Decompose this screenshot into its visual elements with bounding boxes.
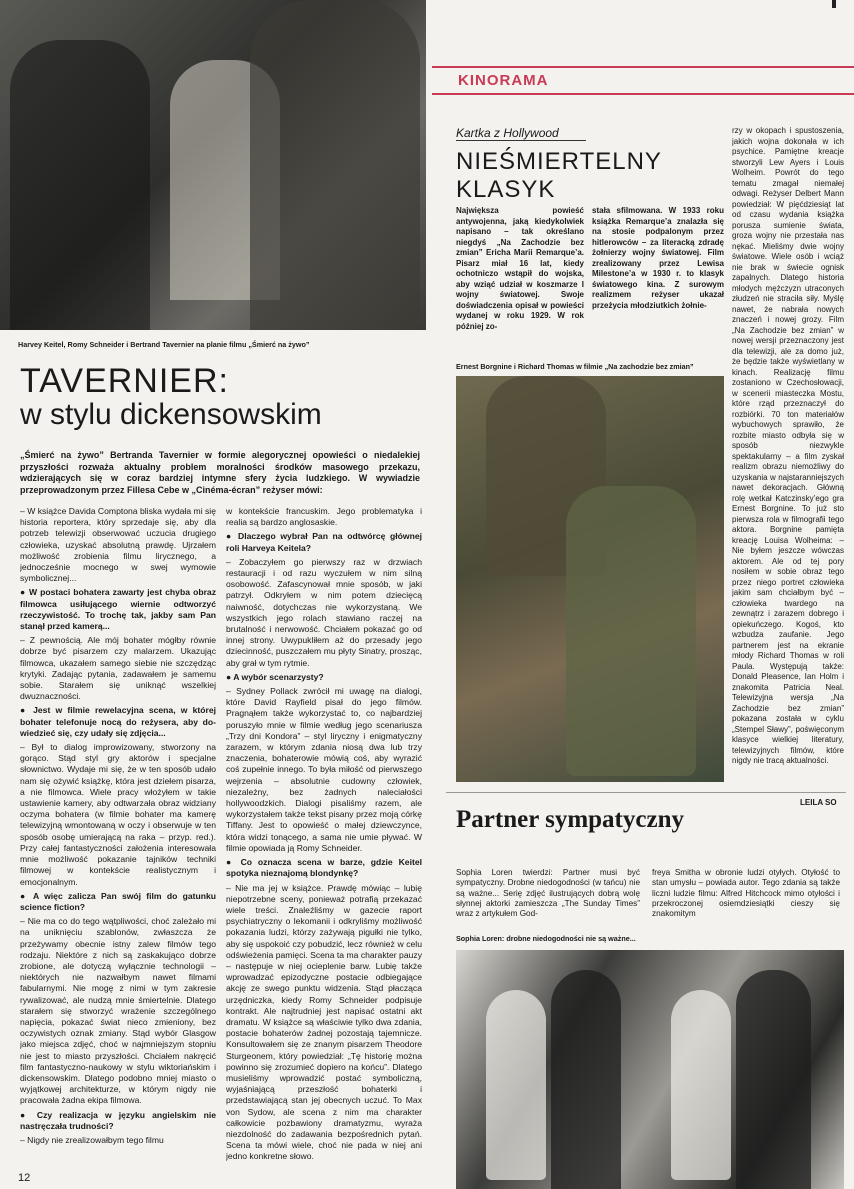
- sophia-loren-dance-photo: [456, 950, 844, 1189]
- borgnine-thomas-photo: [456, 376, 724, 782]
- article1-title-line1: TAVERNIER:: [20, 362, 229, 400]
- kinorama-title-line2: KLASYK: [456, 176, 556, 203]
- partner-column-1: Sophia Loren twierdzi: Partner musi być sympatyczny. Drobne niedogodności (w tańcu) nie są ważne... Serię zdjęć ilustrujących dobrą wolę słynnej aktorki zamieszcza „The Sunday Times” wraz z artykułem God-: [456, 868, 640, 919]
- figure-loren-left: [486, 990, 546, 1180]
- interview-answer: – Sydney Pollack zwrócił mi uwagę na dialogi, które David Rayfield pisał do jego filmów. Pragnąłem także wykorzystać to, co najbardziej poruszyło mnie w filmie według jego scenariusza „Trzy dni Kondora” – styl liryczny i enigmatyczny zarazem, w którym zdania niosą dwa lub trzy znaczenia, bohaterowie mówią coś, aby wyrazić coś zupełnie innego. To była miłość od pierwszego wejrzenia – absolutnie cudowny człowiek, niezależny, bez żadnych naleciałości hollywoodzkich. Dialogi pisaliśmy razem, ale wykorzystałem także tekst pisany przez moją córkę Tiffany. Jest to opowieść o małej dziewczynce, która widzi tonącego, a sama nie umie pływać. W filmie opowiada ją Romy Schneider.: [226, 686, 422, 853]
- kinorama-photo-caption: Ernest Borgnine i Richard Thomas w filmie „Na zachodzie bez zmian”: [456, 362, 694, 371]
- article1-column-1: [20, 506, 216, 1168]
- kinorama-kicker: Kartka z Hollywood: [456, 126, 586, 141]
- figure-keitel: [10, 40, 150, 330]
- figure-partner-right: [736, 970, 811, 1189]
- kinorama-column-2: stała sfilmowana. W 1933 roku książka Remarque’a znalazła się na stosie podpalonym przez hitlerowców – za literacką zdradę żołnierzy wojny światowej. Film zrealizowany przez Lewisa Milestone’a w 1930 r. to klasyk światowego kina. Z surowym realizmem reżyser ukazał przeżycia młodziutkich żołnie-: [592, 206, 724, 310]
- top-photo-caption: Harvey Keitel, Romy Schneider i Bertrand Tavernier na planie filmu „Śmierć na żywo”: [18, 340, 310, 349]
- figure-thomas: [566, 486, 696, 776]
- interview-question: ● A wybór scenarzysty?: [226, 671, 324, 682]
- interview-answer: – Zobaczyłem go pierwszy raz w drzwiach restauracji i od razu wyczułem w nim silną osobowość. Zafascynował mnie sposób, w jaki patrzył. Odkryłem w nim potem dziecięcą naiwność, dotychczas nie wykorzystaną. We wszystkich jego rolach stawiano raczej na brutalność i nerwowość. Chciałem pokazać go od innej strony. Uwypukliłem aż do przesady jego dziecinność, puszczałem mu płyty Sinatry, prosząc, aby grał w tym rytmie.: [226, 556, 422, 668]
- interview-question: ● Dlaczego wybrał Pan na odtwórcę głównej roli Harveya Keitela?: [226, 531, 422, 553]
- interview-answer: – W książce Davida Comptona bliska wydała mi się historia reportera, który sprzedaje się, aby dla potrzeb telewizji obserwować uczucia drugiego człowieka, uzyskać absolutną prawdę. Ujrzałem możliwość zrobienia filmu lirycznego, a jednocześnie mocnego w swej wymowie symbolicznej...: [20, 506, 216, 584]
- interview-question: ● A więc zalicza Pan swój film do gatunku science fiction?: [20, 890, 216, 912]
- figure-tavernier: [250, 0, 420, 330]
- kinorama-column-1: Największa powieść antywojenna, jaką kiedykolwiek napisano – tak określano niegdyś „Na Zachodzie bez zmian” Ericha Marii Remarque’a. Pisarz miał 16 lat, kiedy ochotniczo wstąpił do wojska, aby wziąć udział w koszmarze I wojny światowej. Swoje doświadczenia opisał w powieści wydanej w roku 1929. W rok później zo-: [456, 206, 584, 331]
- figure-loren-right: [671, 990, 731, 1180]
- partner-photo-caption: Sophia Loren: drobne niedogodności nie są ważne...: [456, 934, 636, 943]
- kinorama-label: KINORAMA: [458, 72, 549, 89]
- interview-question: ● Jest w filmie rewelacyjna scena, w której bohater telefonuje nocą do reżysera, aby dowiedzieć się, czy udały się zdjęcia...: [20, 705, 216, 738]
- figure-partner-left: [551, 970, 621, 1189]
- interview-question: ● Czy realizacja w języku angielskim nie nastręczała trudności?: [20, 1109, 216, 1131]
- partner-column-2: freya Smitha w obronie ludzi otyłych. Otyłość to stan umysłu – powiada autor. Tego zdania są także liczni ludzie filmu: Alfred Hitchcock mimo otyłości i przekroczonej osiemdziesiątki cieszy się znakomitym: [652, 868, 840, 919]
- article1-intro: „Śmierć na żywo” Bertranda Tavernier w formie alegorycznej opowieści o niedalekiej przyszłości rozważa aktualny problem moralności środków masowego przekazu, wdzierających się w coraz bardziej intymne sfery życia ludzkiego. W wywiadzie przeprowadzonym przez Fillesa Cebe w „Cinéma-écran” reżyser mówi:: [20, 450, 420, 495]
- kinorama-column-3: rzy w okopach i spustoszenia, jakich wojna dokonała w ich psychice. Pamiętne kreacje stworzyli Lew Ayers i Louis Wolheim. Powrót do tego tematu zmagał niemałej odwagi. Reżyser Delbert Mann powiedział: W pięćdziesiąt lat od czasu wydania książka porusza sumienie świata, groza wojny nie przestała nas nękać. Mieliśmy dwie wojny światowe. Wiele osób i wciąż nie brak w świecie ognisk zapalnych. Dlatego historia młodych mężczyzn utraconych złudzeń nie straciła siły. Myślę nawet, że nabrała nowych znaczeń i nowej grozy. Film „Na Zachodzie bez zmian” w nowej wersji przeznaczony jest dla telewizji, ale za domo już, że będzie także wyświetlany w kinach. Realizację filmu zostaniono w Czechosłowacji, w scenerii miasteczka Mostu, które rząd przeznaczył do rozbiórki. 70 ton materiałów wybuchowych sprawiło, że rozbite miasto odbyła się w sposób niezwykle spektakularny – a film zyskał realizm obrazu niemożliwy do uzyskania w najstaranniejszych nawet dekoracjach. Główną rolę wetkał Katczinsky’ego gra Ernest Borgnine. To już sto pierwsza rola w filmografii tego aktora. Borgnine pamięta kreację Louisa Wolheima: – Nie byłem jeszcze wówczas aktorem. Ale od tej pory nosiłem w sobie obraz tego przez niego portret człowieka jakim sam chciałbym być – człowieka twardego na zewnątrz i zarazem dobrego i opiekuńczego. Kogoś, kto wzbudza zaufanie. Jego partnerem jest na ekranie młody Richard Thomas w roli Paula. Występują także: Donald Pleasence, Ian Holm i znakomita Patricia Neal. Telewizyjna wersja „Na Zachodzie bez zmian” pokazana została w cyklu „Stempel Sławy”, poświęconym klasyce wielkiej literatury, telewizyjnych filmów, które nigdy nie tracą aktualności.: [732, 126, 844, 765]
- kinorama-title-line1: NIEŚMIERTELNY: [456, 148, 662, 175]
- interview-answer: – Nie ma co do tego wątpliwości, choć zależało mi na uniknięciu szablonów, zwłaszcza że przeżywamy obecnie istny zalew filmów tego rodzaju. Niektóre z nich są zaskakująco dobrze zrobione, ale dotyczą wyłącznie technologii – niektórych nie nazwałbym nawet filmami fabularnymi. Nie mogę z nimi w tym zakresie rywalizować, ale nudzą mnie śmiertelnie. Dlatego starałem się stworzyć wrażenie szczególnego napięcia, pokazać świat nieco zmieniony, bez oczywistych oznak zmiany. Stąd wybór Glasgow jako miejsca zdjęć, choć w najmniejszym stopniu nie jest to miasto przyszłości. Chciałem nakręcić film fantastyczno-naukowy w stylu wiktoriańskim i dickensowskim. Dlatego podobno mniej miasto o wyjątkowej architekturze, w którym nigdy nie pracowała żadna ekipa filmowa.: [20, 916, 216, 1106]
- article1-column-2: [226, 506, 422, 1168]
- kinorama-signature: LEILA SO: [800, 798, 837, 807]
- interview-answer: w kontekście francuskim. Jego problematyka i realia są bardzo anglosaskie.: [226, 506, 422, 528]
- interview-question: ● W postaci bohatera zawarty jest chyba obraz filmowca usiłującego wiernie odtworzyć rzeczywistość. To trochę tak, jakby sam Pan stanął przed kamerą...: [20, 587, 216, 632]
- interview-answer: – Nie ma jej w książce. Prawdę mówiąc – lubię niepotrzebne sceny, ponieważ potrafią przekazać wiele treści. Znaleźliśmy w gazecie raport psychiatryczny o lekomanii i odkryliśmy możliwość pokazania ludzi, którzy zażywają pigułki nie tylko, aby się uspokoić czy pobudzić, lecz również w celu odświeżenia pamięci. Scena ta ma charakter pauzy – następuje w niej ocieplenie barw. Lubię także wprowadzać epizodyczne postacie odbiegające akcję ze swego punktu widzenia. Stąd płacząca urzędniczka, kiedy Romy Schneider podpisuje kontrakt. Ale najtrudniej jest napisać ostatni akt dramatu. W książce są właściwie tylko dwa zdania, postacie bohaterów żadnej pozostają tajemnicze. Konsultowałem się ze znanym pisarzem Theodore Sturgeonem, który powiedział: „Tę historię można powinno się zrozumieć dopiero na końcu”. Dlatego musieliśmy wprowadzić postać symboliczną, wyjaśniającą przeszłość bohaterki i przedstawiającą stan jej obecnych uczuć. To Max von Sydow, ale scena z nim ma charakter całkowicie pozbawiony dramatyzmu, wyraża niezdolność do zadawania bezpośrednich pytań. Scena ta mówi wiele, choć nie pada w niej ani jedno konkretne słowo.: [226, 882, 422, 1162]
- partner-title: Partner sympatyczny: [456, 806, 684, 833]
- kinorama-bottom-rule: [432, 93, 854, 95]
- interview-answer: – Nigdy nie zrealizowałbym tego filmu: [20, 1134, 164, 1145]
- article1-title-line2: w stylu dickensowskim: [20, 398, 322, 431]
- interview-question: ● Co oznacza scena w barze, gdzie Keitel spotyka nieznajomą blondynkę?: [226, 857, 422, 879]
- interview-answer: – Z pewnością. Ale mój bohater mógłby równie dobrze być pisarzem czy malarzem. Ukazując filmowca, ukazałem samego siebie nie szczędząc krytyki. Zadając pytania, zadawałem je samemu sobie. Starałem się uniknąć wszelkiej dwuznaczności.: [20, 635, 216, 702]
- page-number: 12: [18, 1172, 31, 1184]
- kinorama-top-rule: [432, 66, 854, 68]
- top-right-marker: [832, 0, 836, 8]
- partner-divider: [446, 792, 846, 793]
- tavernier-set-photo: [0, 0, 426, 330]
- interview-answer: – Był to dialog improwizowany, stworzony na gorąco. Stąd styl gry aktorów i specjalne słownictwo. Wydaje mi się, że w ten sposób udało nam się ożywić książkę, która jest dziełem pisarza, a nie filmowca. Wiele pracy włożyłem w takie ustawienie kamery, aby odtwarzała obraz widziany oczyma bohatera (w filmie bohater ma kamerę telewizyjną wmontowaną w oczy i obserwuje w ten sposób osobę umierającą na raka – przyp. red.). Przy całej fantastyczności założenia interesowała mnie możliwość pokazanie tajników techniki filmowej w kontekście realistycznym i emocjonalnym.: [20, 742, 216, 887]
